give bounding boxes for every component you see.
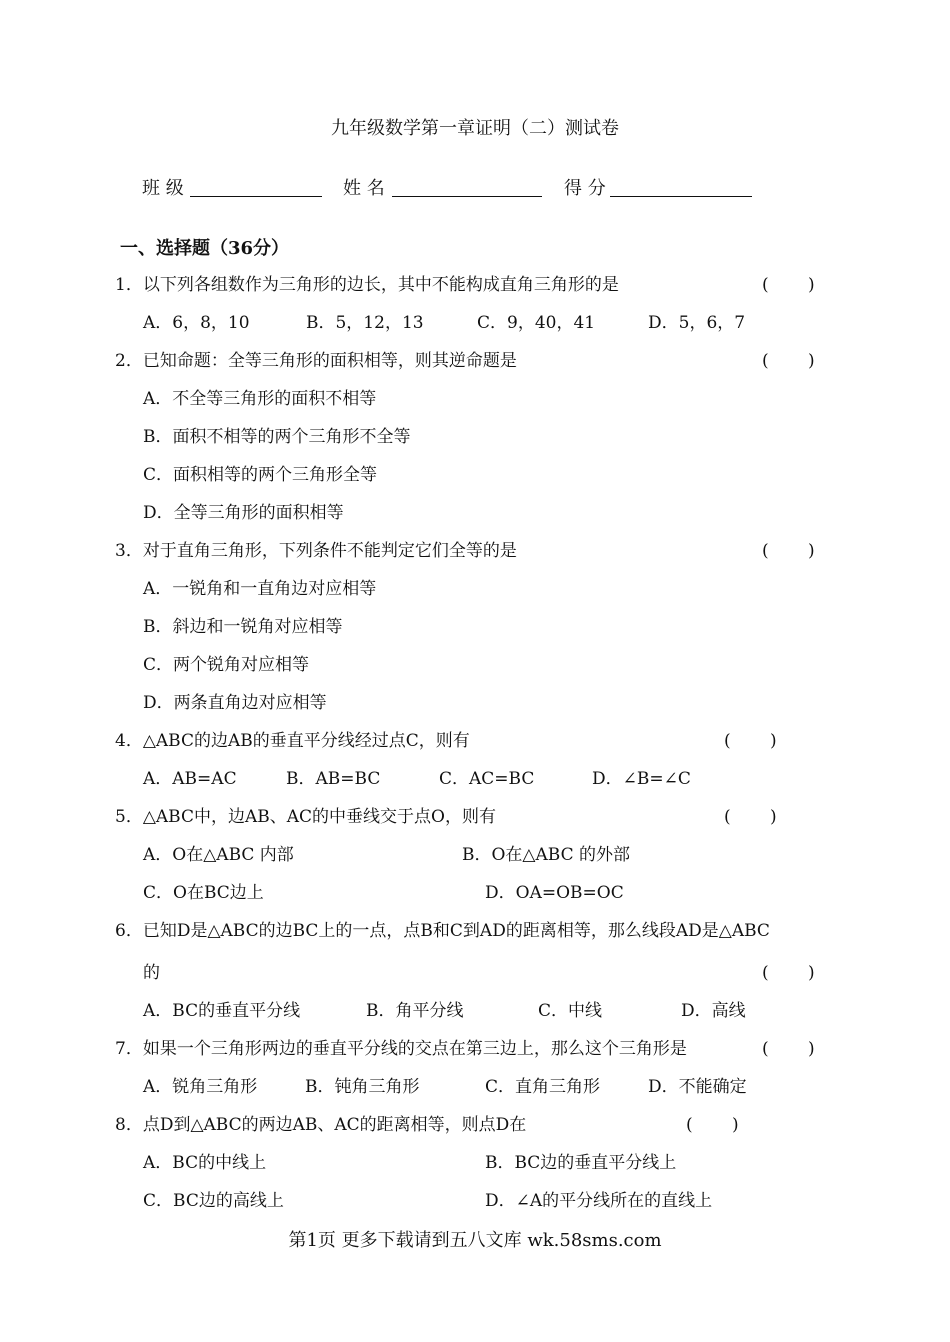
q6-option-d: D．高线 xyxy=(681,1001,746,1021)
score-field[interactable] xyxy=(610,196,752,197)
question-6-continued: 的 xyxy=(143,963,160,983)
q6-option-c: C．中线 xyxy=(538,1001,603,1021)
q2-option-c: C．面积相等的两个三角形全等 xyxy=(143,465,378,485)
q4-option-c: C．AC=BC xyxy=(439,769,535,789)
question-4: 4．△ABC的边AB的垂直平分线经过点C，则有 xyxy=(115,731,470,751)
q7-option-a: A．锐角三角形 xyxy=(143,1077,258,1097)
q3-option-b: B．斜边和一锐角对应相等 xyxy=(143,617,343,637)
q3-option-a: A．一锐角和一直角边对应相等 xyxy=(143,579,377,599)
q2-option-a: A．不全等三角形的面积不相等 xyxy=(143,389,377,409)
question-7: 7．如果一个三角形两边的垂直平分线的交点在第三边上，那么这个三角形是 xyxy=(115,1039,687,1059)
question-3: 3．对于直角三角形，下列条件不能判定它们全等的是 xyxy=(115,541,517,561)
class-label: 班 级 xyxy=(142,178,184,199)
answer-blank-6[interactable]: ( ) xyxy=(762,963,815,983)
question-5: 5．△ABC中，边AB、AC的中垂线交于点O，则有 xyxy=(115,807,496,827)
q7-option-d: D．不能确定 xyxy=(648,1077,747,1097)
q3-option-d: D．两条直角边对应相等 xyxy=(143,693,327,713)
q1-option-c: C．9，40，41 xyxy=(477,313,596,333)
score-label: 得 分 xyxy=(564,178,606,199)
answer-blank-4[interactable]: ( ) xyxy=(724,731,777,751)
answer-blank-2[interactable]: ( ) xyxy=(762,351,815,371)
q6-option-b: B．角平分线 xyxy=(366,1001,464,1021)
q1-option-a: A．6，8，10 xyxy=(143,313,250,333)
answer-blank-5[interactable]: ( ) xyxy=(724,807,777,827)
section-heading: 一、选择题（36分） xyxy=(120,238,290,259)
question-8: 8．点D到△ABC的两边AB、AC的距离相等，则点D在 xyxy=(115,1115,527,1135)
q8-option-a: A．BC的中线上 xyxy=(143,1153,267,1173)
q8-option-d: D．∠A的平分线所在的直线上 xyxy=(485,1191,713,1211)
question-2: 2．已知命题：全等三角形的面积相等，则其逆命题是 xyxy=(115,351,517,371)
q7-option-b: B．钝角三角形 xyxy=(305,1077,420,1097)
q5-option-a: A．O在△ABC 内部 xyxy=(143,845,294,865)
q4-option-a: A．AB=AC xyxy=(143,769,237,789)
q3-option-c: C．两个锐角对应相等 xyxy=(143,655,310,675)
question-1: 1．以下列各组数作为三角形的边长，其中不能构成直角三角形的是 xyxy=(115,275,619,295)
name-label: 姓 名 xyxy=(343,178,385,199)
q4-option-b: B．AB=BC xyxy=(286,769,381,789)
class-field[interactable] xyxy=(190,196,322,197)
question-6: 6．已知D是△ABC的边BC上的一点，点B和C到AD的距离相等，那么线段AD是△ABC xyxy=(115,921,770,941)
q8-option-b: B．BC边的垂直平分线上 xyxy=(485,1153,677,1173)
name-field[interactable] xyxy=(392,196,542,197)
q1-option-d: D．5，6，7 xyxy=(648,313,746,333)
q8-option-c: C．BC边的高线上 xyxy=(143,1191,284,1211)
q2-option-b: B．面积不相等的两个三角形不全等 xyxy=(143,427,411,447)
q5-option-b: B．O在△ABC 的外部 xyxy=(462,845,630,865)
q6-option-a: A．BC的垂直平分线 xyxy=(143,1001,301,1021)
q2-option-d: D．全等三角形的面积相等 xyxy=(143,503,344,523)
q7-option-c: C．直角三角形 xyxy=(485,1077,601,1097)
answer-blank-8[interactable]: ( ) xyxy=(686,1115,739,1135)
page-title: 九年级数学第一章证明（二）测试卷 xyxy=(331,118,619,139)
q5-option-c: C．O在BC边上 xyxy=(143,883,264,903)
answer-blank-1[interactable]: ( ) xyxy=(762,275,815,295)
q4-option-d: D．∠B=∠C xyxy=(592,769,691,789)
answer-blank-3[interactable]: ( ) xyxy=(762,541,815,561)
answer-blank-7[interactable]: ( ) xyxy=(762,1039,815,1059)
q1-option-b: B．5，12，13 xyxy=(306,313,424,333)
page-footer: 第1页 更多下载请到五八文库 wk.58sms.com xyxy=(288,1230,662,1251)
q5-option-d: D．OA=OB=OC xyxy=(485,883,624,903)
